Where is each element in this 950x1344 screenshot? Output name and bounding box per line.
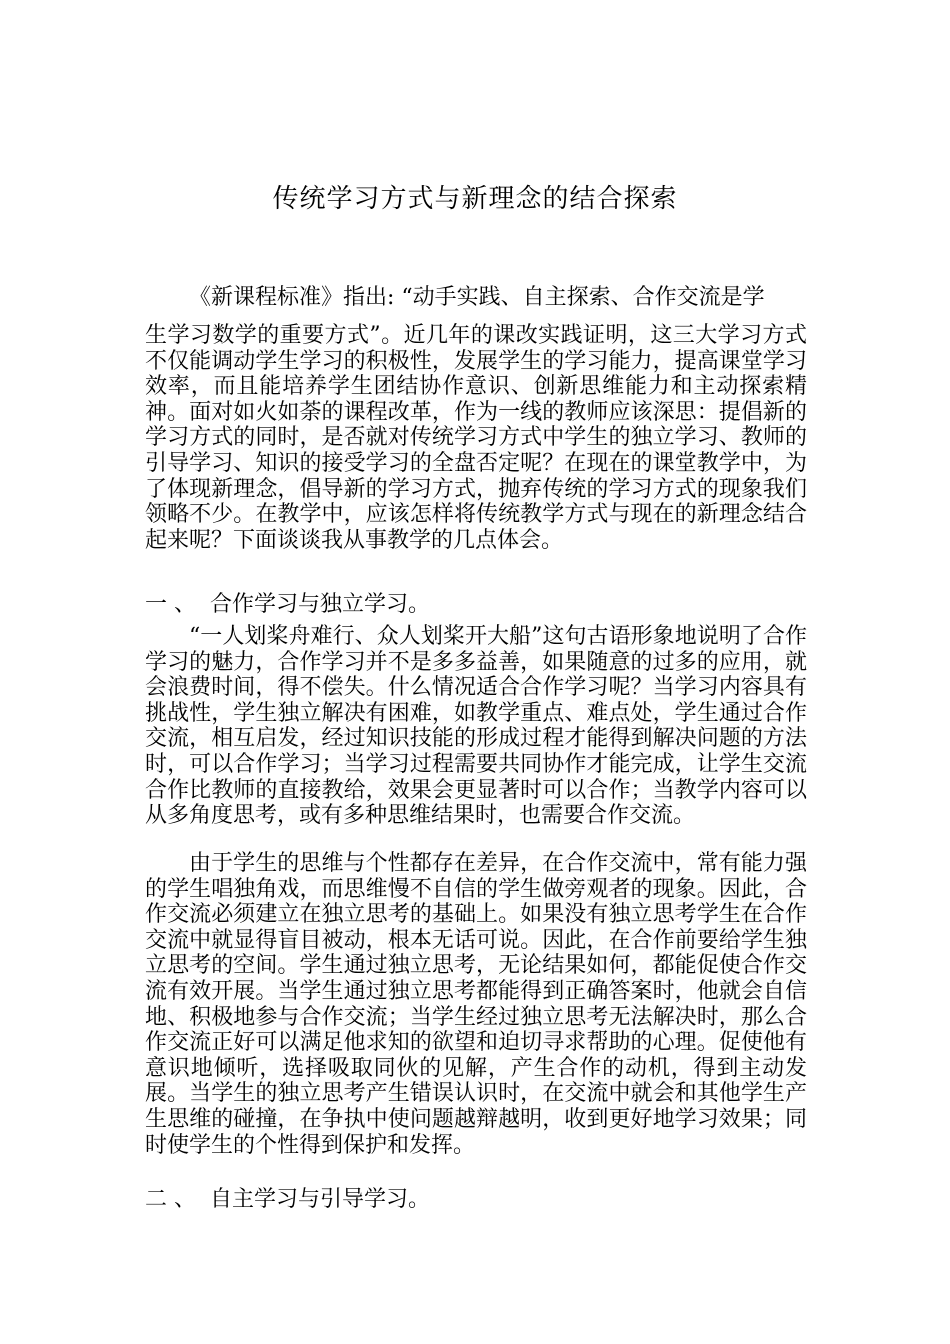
intro-paragraph-first-line: 《新课程标准》指出: “动手实践、自主探索、合作交流是学 — [189, 285, 765, 310]
intro-paragraph: 生学习数学的重要方式”。近几年的课改实践证明，这三大学习方式不仅能调动学生学习的积极性，发展学生的学习能力，提高课堂学习效率，而且能培养学生团结协作意识、创新思维能力和主动探索精神。面对如火如荼的课程改革，作为一线的教师应该深思：提倡新的学习方式的同时，是否就对传统学习方式中学生的独立学习、教师的引导学习、知识的接受学习的全盘否定呢？在现在的课堂教学中，为了体现新理念，倡导新的学习方式，抛弃传统的学习方式的现象我们领略不少。在教学中，应该怎样将传统教学方式与现在的新理念结合起来呢？下面谈谈我从事教学的几点体会。 — [145, 323, 807, 553]
section-heading-2: 二 、 自主学习与引导学习。 — [145, 1187, 430, 1212]
section-heading-1: 一 、 合作学习与独立学习。 — [145, 592, 430, 617]
section1-paragraph-2: 由于学生的思维与个性都存在差异，在合作交流中，常有能力强的学生唱独角戏，而思维慢不自信的学生做旁观者的现象。因此，合作交流必须建立在独立思考的基础上。如果没有独立思考学生在合作交流中就显得盲目被动，根本无话可说。因此，在合作前要给学生独立思考的空间。学生通过独立思考，无论结果如何，都能促使合作交流有效开展。当学生通过独立思考都能得到正确答案时，他就会自信地、积极地参与合作交流；当学生经过独立思考无法解决时，那么合作交流正好可以满足他求知的欲望和迫切寻求帮助的心理。促使他有意识地倾听，选择吸取同伙的见解，产生合作的动机，得到主动发展。当学生的独立思考产生错误认识时，在交流中就会和其他学生产生思维的碰撞，在争执中使问题越辩越明，收到更好地学习效果；同时使学生的个性得到保护和发挥。 — [145, 851, 807, 1158]
section1-paragraph-1: “一人划桨舟难行、众人划桨开大船”这句古语形象地说明了合作学习的魅力，合作学习并不是多多益善，如果随意的过多的应用，就会浪费时间，得不偿失。什么情况适合合作学习呢？当学习内容具有挑战性，学生独立解决有困难，如教学重点、难点处，学生通过合作交流，相互启发，经过知识技能的形成过程才能得到解决问题的方法时，可以合作学习；当学习过程需要共同协作才能完成，让学生交流合作比教师的直接教给，效果会更显著时可以合作；当教学内容可以从多角度思考，或有多种思维结果时，也需要合作交流。 — [145, 624, 807, 829]
document-title: 传统学习方式与新理念的结合探索 — [272, 184, 678, 214]
